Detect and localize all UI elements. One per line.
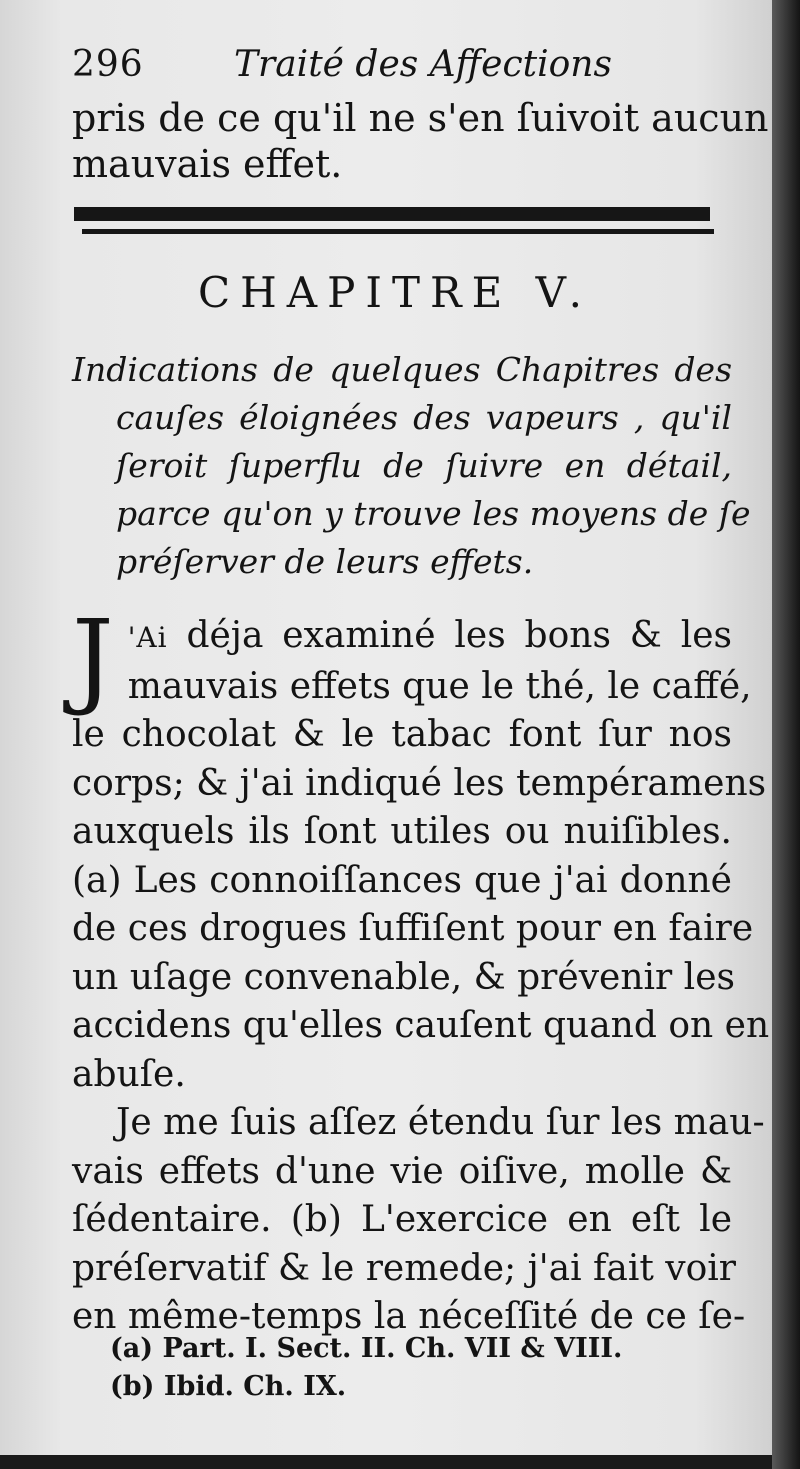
page-number: 296: [72, 44, 144, 85]
text-line: (a) Les connoiſſances que j'ai donné: [72, 859, 732, 901]
ornamental-rule-thin: [82, 229, 714, 234]
text-line-content: déja examiné les bons & les: [186, 615, 732, 656]
summary-line: préſerver de leurs effets.: [116, 542, 534, 581]
summary-line: cauſes éloignées des vapeurs , qu'il: [116, 398, 732, 437]
page-edge-shadow: [772, 0, 800, 1469]
text-line: le chocolat & le tabac font ſur nos: [72, 714, 732, 755]
chapter-title: CHAPITRE V.: [198, 268, 592, 317]
chapter-summary: [72, 346, 751, 586]
text-line: vais effets d'une vie oiſive, molle &: [72, 1150, 732, 1192]
footnote: (a) Part. I. Sect. II. Ch. VII & VIII.: [110, 1333, 623, 1364]
running-header: [72, 44, 732, 94]
text-line: auxquels ils ſont utiles ou nuiſibles.: [72, 811, 732, 852]
text-line: en même-temps la néceſſité de ce ſe-: [72, 1296, 746, 1337]
text-line: pris de ce qu'il ne s'en ſuivoit aucun: [72, 96, 769, 140]
paragraph-1: [72, 597, 770, 1099]
summary-line: parce qu'on y trouve les moyens de ſe: [116, 494, 751, 533]
carry-over-text: [72, 95, 769, 187]
text-line: mauvais effets que le thé, le caffé,: [127, 665, 752, 707]
text-line: accidens qu'elles cauſent quand on en: [72, 1005, 770, 1046]
text-line: mauvais effet.: [72, 142, 343, 186]
text-line: préſervatif & le remede; j'ai fait voir: [72, 1247, 736, 1289]
body-text: [72, 597, 770, 1342]
footnotes: [110, 1330, 670, 1406]
drop-cap: J: [72, 597, 114, 719]
footnote: (b) Ibid. Ch. IX.: [110, 1371, 347, 1402]
ornamental-rule-thick: [74, 207, 710, 221]
text-line: un uſage convenable, & prévenir les: [72, 956, 735, 998]
summary-line: Indications de quelques Chapitres des: [72, 350, 732, 389]
first-word: 'Ai: [127, 621, 168, 654]
running-head-title: Traité des Affections: [234, 44, 612, 85]
text-line: Je me ſuis aſſez étendu ſur les mau-: [116, 1102, 765, 1143]
text-line: abuſe.: [72, 1053, 186, 1095]
text-line: de ces drogues ſuffiſent pour en faire: [72, 908, 754, 949]
paragraph-2: [72, 1099, 765, 1342]
summary-line: ſeroit ſuperflu de ſuivre en détail,: [116, 446, 732, 485]
text-line: corps; & j'ai indiqué les tempéramens: [72, 762, 767, 804]
text-line: [72, 612, 732, 663]
text-line: ſédentaire. (b) L'exercice en eſt le: [72, 1199, 732, 1240]
